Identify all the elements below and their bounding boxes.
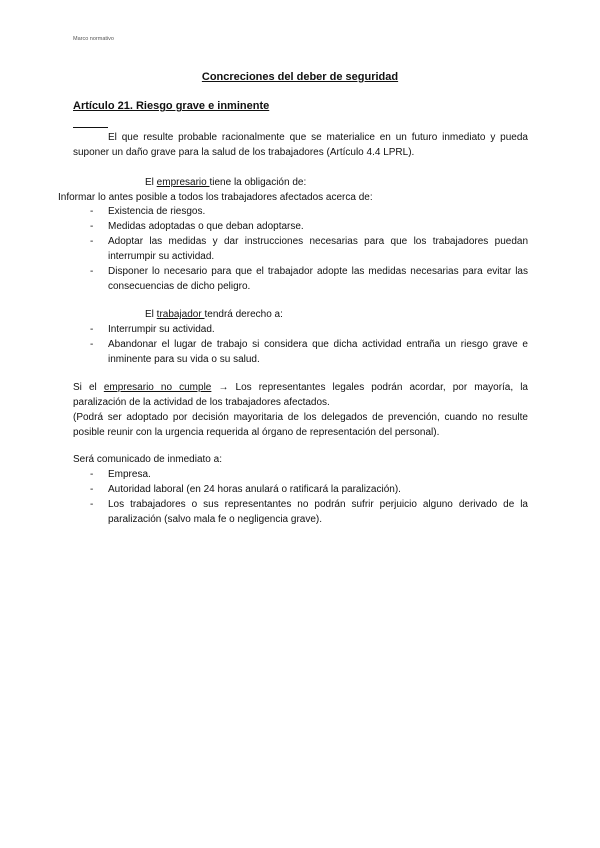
page-title <box>0 71 600 83</box>
definition-block <box>73 130 528 160</box>
worker-intro-prefix: El <box>145 309 157 320</box>
communication-list <box>73 467 528 527</box>
divider <box>73 127 108 128</box>
employer-intro <box>73 175 528 190</box>
communication-lead: Será comunicado de inmediato a: <box>73 454 222 465</box>
employer-lead-block <box>58 190 528 205</box>
list-item: - Autoridad laboral (en 24 horas anulará o ratificará la paralización). <box>73 482 528 497</box>
worker-section <box>73 307 528 367</box>
list-item: - Medidas adoptadas o que deban adoptarse. <box>73 219 528 234</box>
noncompliance-section <box>73 380 528 440</box>
header-note: Marco normativo <box>73 36 114 42</box>
list-item: - Disponer lo necesario para que el trabajador adopte las medidas necesarias para evitar las consecuencias de dicho peligro. <box>73 264 528 294</box>
worker-intro-suffix: tendrá derecho a: <box>204 309 283 320</box>
worker-term: trabajador <box>156 309 205 320</box>
list-item: - Abandonar el lugar de trabajo si considera que dicha actividad entraña un riesgo grave e inminente para su vida o su salud. <box>73 337 528 367</box>
noncompliance-paragraph <box>73 380 528 410</box>
employer-list <box>73 204 528 294</box>
noncompliance-prefix: Si el <box>73 382 104 393</box>
arrow-icon: → <box>211 382 236 393</box>
definition-paragraph: El que resulte probable racionalmente que se materialice en un futuro inmediato y pueda suponer un daño grave para la salud de los trabajadores (Artículo 4.4 LPRL). <box>73 132 528 158</box>
list-item: - Adoptar las medidas y dar instrucciones necesarias para que los trabajadores puedan interrumpir su actividad. <box>73 234 528 264</box>
worker-intro <box>73 307 528 322</box>
list-item: - Existencia de riesgos. <box>73 204 528 219</box>
communication-section <box>73 452 528 527</box>
list-item: - Interrumpir su actividad. <box>73 322 528 337</box>
list-item: - Empresa. <box>73 467 528 482</box>
employer-intro-prefix: El <box>145 177 157 188</box>
article-heading: Artículo 21. Riesgo grave e inminente <box>73 100 270 112</box>
employer-intro-suffix: tiene la obligación de: <box>209 177 307 188</box>
list-item: - Los trabajadores o sus representantes no podrán sufrir perjuicio alguno derivado de la paralización (salvo mala fe o negligencia grave). <box>73 497 528 527</box>
worker-list <box>73 322 528 367</box>
page-title-text: Concreciones del deber de seguridad <box>201 71 399 83</box>
employer-section <box>73 175 528 190</box>
employer-list-block <box>73 204 528 294</box>
noncompliance-text: Los representantes legales podrán acordar, por mayoría, la paralización de la actividad de los trabajadores afectados. <box>73 382 528 408</box>
noncompliance-note: (Podrá ser adoptado por decisión mayoritaria de los delegados de prevención, cuando no resulte posible reunir con la urgencia requerida al órgano de representación del personal). <box>73 412 528 438</box>
employer-lead: Informar lo antes posible a todos los trabajadores afectados acerca de: <box>58 192 373 203</box>
noncompliance-term: empresario no cumple <box>103 382 212 393</box>
employer-term: empresario <box>156 177 210 188</box>
